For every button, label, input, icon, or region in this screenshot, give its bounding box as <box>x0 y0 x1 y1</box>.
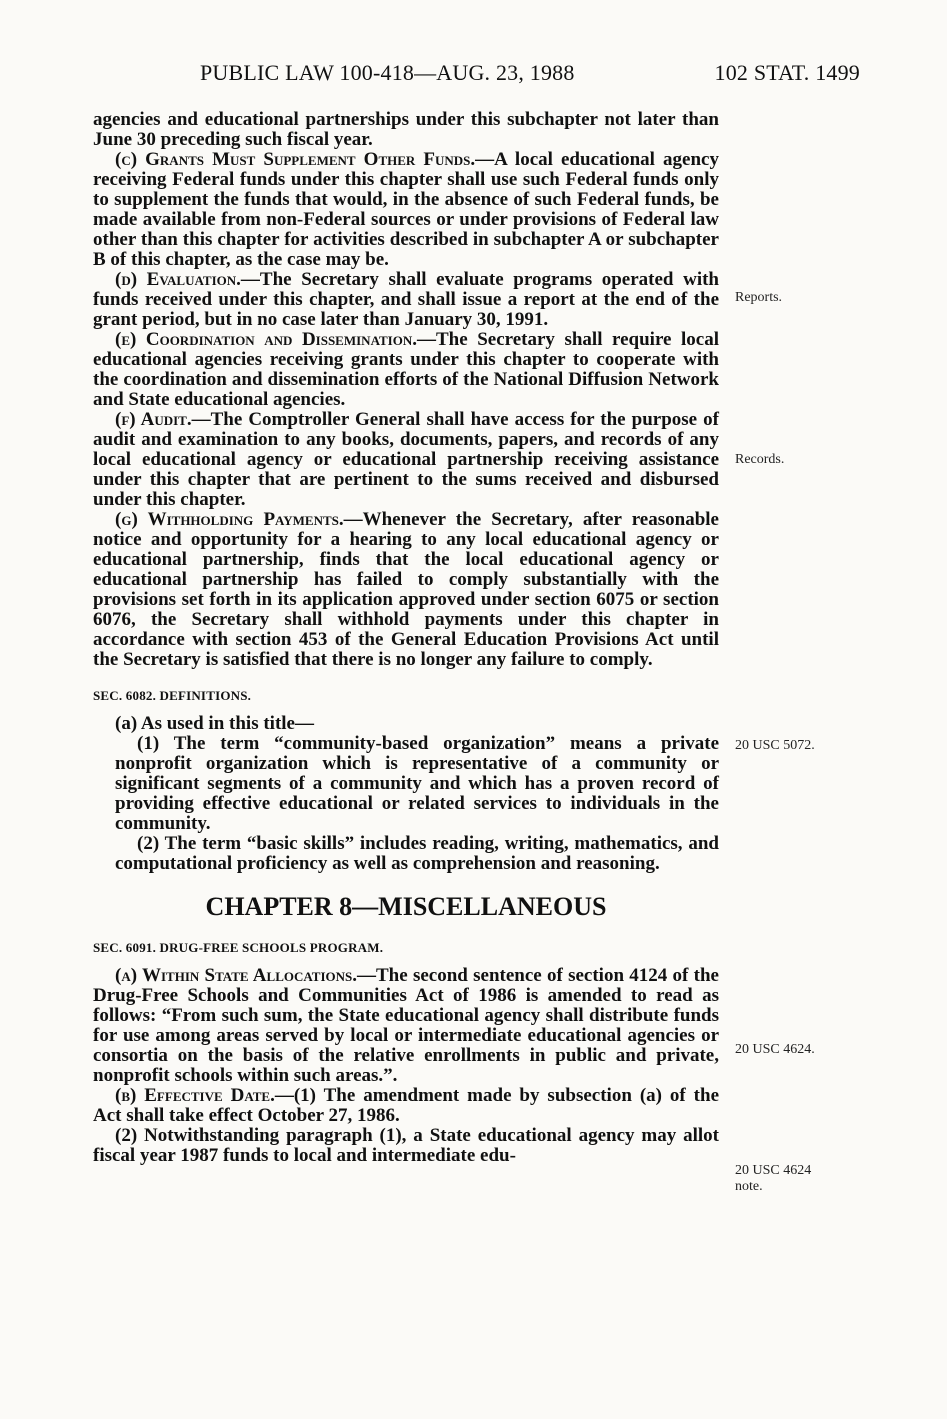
margin-note-usc5072: 20 USC 5072. <box>735 738 815 753</box>
margin-note-usc4624: 20 USC 4624. <box>735 1042 815 1057</box>
paragraph-e <box>93 330 719 410</box>
heading-d: (d) Evaluation. <box>115 269 241 290</box>
paragraph-continuation: agencies and educational partnerships under this subchapter not later than June 30 preceding such fiscal year. <box>93 109 719 150</box>
body-text <box>93 110 719 1166</box>
margin-note-records: Records. <box>735 452 785 467</box>
header-title: PUBLIC LAW 100-418—AUG. 23, 1988 <box>200 60 575 85</box>
text-c: —A local educational agency receiving Federal funds under this chapter shall use such Federal funds only to supplement the funds that would, in the absence of such Federal funds, be made available from non-Federal sources or under provisions of Federal law other than this chapter for activities described in subchapter A or subchapter B of this chapter, as the case may be. <box>93 149 719 270</box>
text-f: —The Comptroller General shall have access for the purpose of audit and examination to any books, documents, papers, and records of any local educational agency or educational partnership receiving assistance under this chapter that are pertinent to the sums received and disbursed under this chapter. <box>93 409 719 510</box>
paragraph-b2: (2) Notwithstanding paragraph (1), a State educational agency may allot fiscal year 1987 funds to local and intermediate edu- <box>93 1125 719 1166</box>
chapter-heading: CHAPTER 8—MISCELLANEOUS <box>205 892 607 921</box>
paragraph-within-state <box>93 966 719 1086</box>
paragraph-effective-date <box>93 1086 719 1126</box>
heading-c: (c) Grants Must Supplement Other Funds. <box>115 149 476 170</box>
section-6091-heading: SEC. 6091. DRUG-FREE SCHOOLS PROGRAM. <box>93 940 384 955</box>
definition-2: (2) The term “basic skills” includes reading, writing, mathematics, and computational proficiency as well as comprehension and reasoning. <box>115 833 719 874</box>
heading-effective-date: (b) Effective Date. <box>115 1085 275 1106</box>
definitions-intro: (a) As used in this title— <box>115 713 314 734</box>
text-d: —The Secretary shall evaluate programs operated with funds received under this chapter, and shall issue a report at the end of the grant period, but in no case later than January 30, 1991. <box>93 269 720 330</box>
heading-within-state: (a) Within State Allocations. <box>115 965 357 986</box>
paragraph-g <box>93 510 719 670</box>
margin-note-reports: Reports. <box>735 290 783 305</box>
heading-f: (f) Audit. <box>115 409 192 430</box>
margin-note-usc4624-note: 20 USC 4624 note. <box>735 1163 812 1194</box>
text-e: —The Secretary shall require local educational agencies receiving grants under this chapter to cooperate with the coordination and dissemination efforts of the National Diffusion Network and State educational agencies. <box>93 329 720 410</box>
heading-e: (e) Coordination and Dissemination. <box>115 329 417 350</box>
definition-1: (1) The term “community-based organization” means a private nonprofit organization which is representative of a community or significant segments of a community and which has a proven record of providing effective educational or related services to individuals in the community. <box>115 733 719 834</box>
text-g: —Whenever the Secretary, after reasonable notice and opportunity for a hearing to any local educational agency or educational partnership, finds that the local educational agency or educational partnership has failed to comply substantially with the provisions set forth in its application approved under section 6075 or section 6076, the Secretary shall withhold payments under this chapter in accordance with section 453 of the General Education Provisions Act until the Secretary is satisfied that there is no longer any failure to comply. <box>93 509 719 670</box>
paragraph-f <box>93 410 719 510</box>
text-effective-date: —(1) The amendment made by subsection (a) of the Act shall take effect October 27, 1986. <box>93 1085 720 1126</box>
text-within-state: —The second sentence of section 4124 of the Drug-Free Schools and Communities Act of 1986 is amended to read as follows: “From such sum, the State educational agency shall distribute funds for use among areas served by local or intermediate educational agencies or consortia on the basis of the relative enrollments in public and private, nonprofit schools within such areas.”. <box>93 965 719 1086</box>
paragraph-d <box>93 270 719 330</box>
paragraph-c <box>93 150 719 270</box>
header-stat: 102 STAT. 1499 <box>714 60 860 85</box>
heading-g: (g) Withholding Payments. <box>115 509 344 530</box>
section-6082-heading: SEC. 6082. DEFINITIONS. <box>93 688 252 703</box>
